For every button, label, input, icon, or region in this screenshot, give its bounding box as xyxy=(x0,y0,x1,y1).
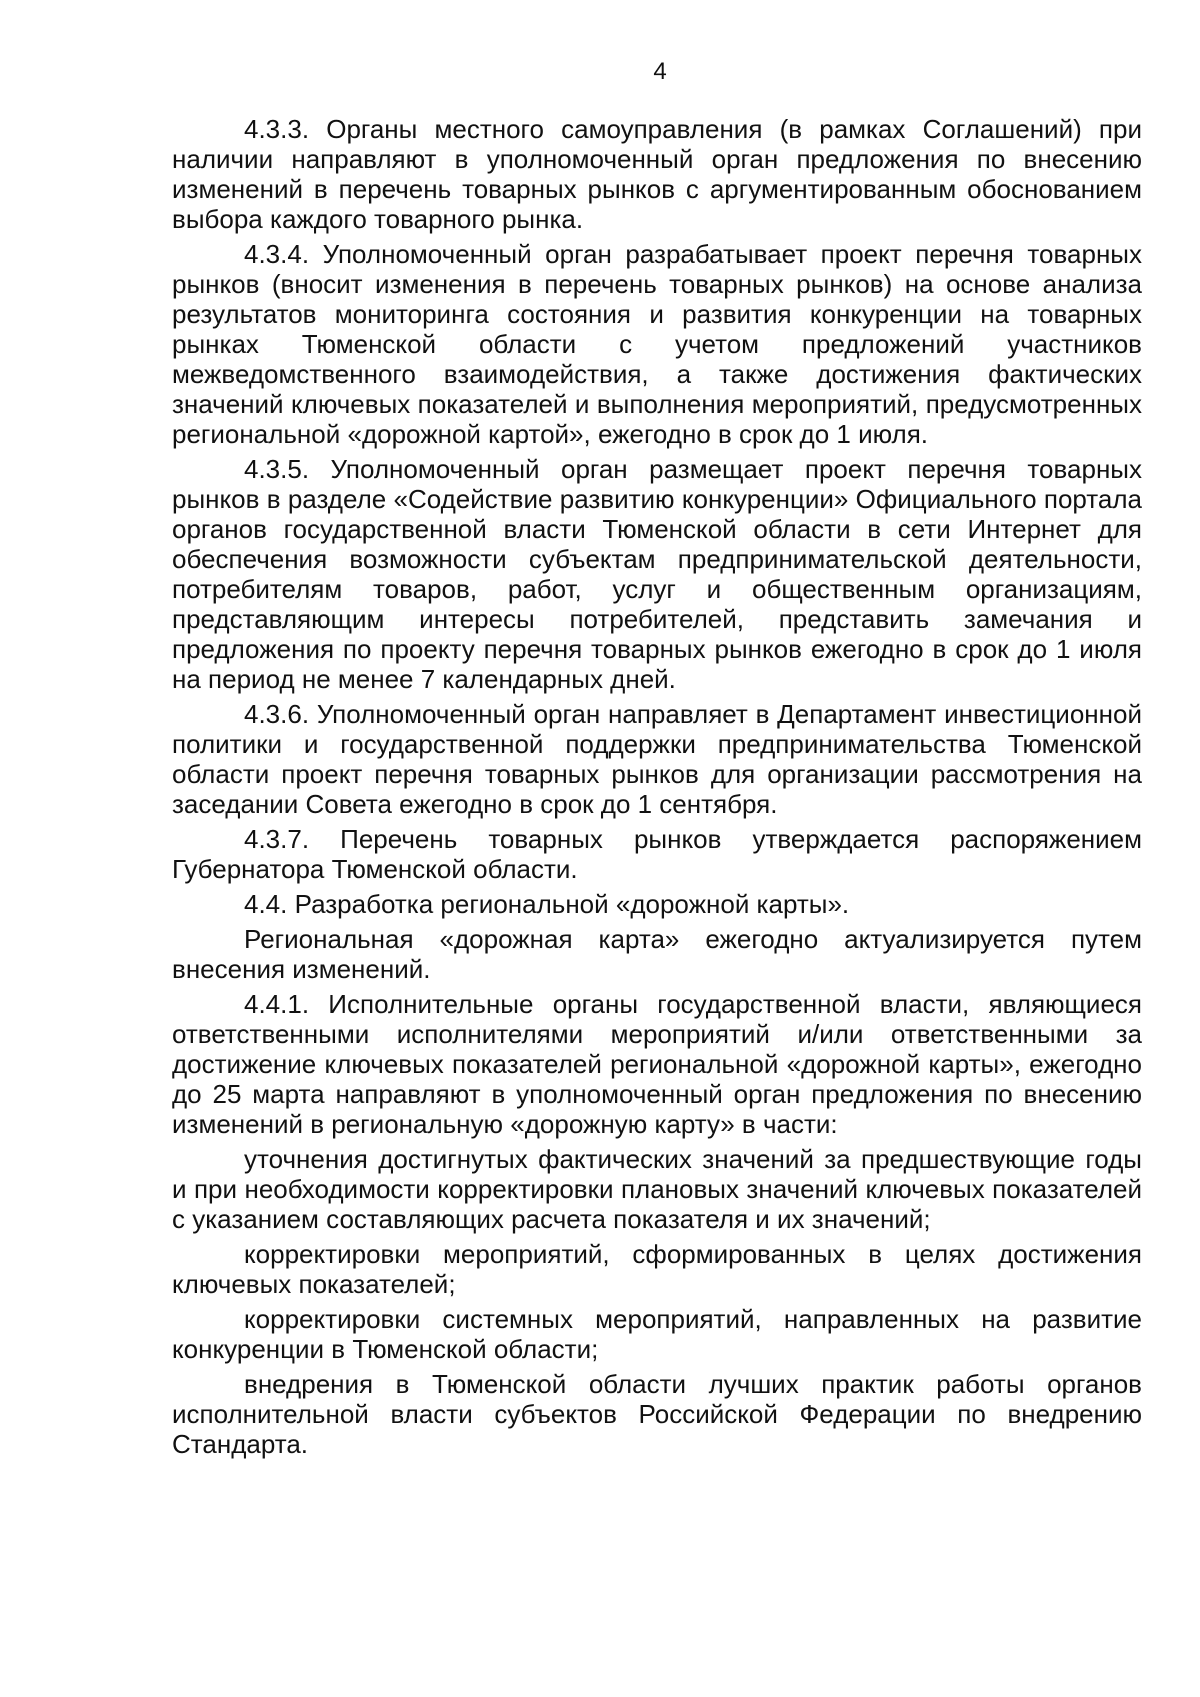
list-item-actual-values: уточнения достигнутых фактических значений за предшествующие годы и при необходимости корректировки плановых значений ключевых показателей с указанием составляющих расчета показателя и их значений; xyxy=(172,1144,1142,1234)
list-item-systemic-measures: корректировки системных мероприятий, направленных на развитие конкуренции в Тюменской области; xyxy=(172,1304,1142,1364)
paragraph-4-3-7: 4.3.7. Перечень товарных рынков утверждается распоряжением Губернатора Тюменской области. xyxy=(172,824,1142,884)
list-item-measures-correction: корректировки мероприятий, сформированных в целях достижения ключевых показателей; xyxy=(172,1239,1142,1299)
paragraph-roadmap-update: Региональная «дорожная карта» ежегодно актуализируется путем внесения изменений. xyxy=(172,924,1142,984)
paragraph-4-4-1: 4.4.1. Исполнительные органы государственной власти, являющиеся ответственными исполнителями мероприятий и/или ответственными за достижение ключевых показателей региональной «дорожной карты», ежегодно до 25 марта направляют в уполномоченный орган предложения по внесению изменений в региональную «дорожную карту» в части: xyxy=(172,989,1142,1139)
paragraph-4-3-3: 4.3.3. Органы местного самоуправления (в рамках Соглашений) при наличии направляют в уполномоченный орган предложения по внесению изменений в перечень товарных рынков с аргументированным обоснованием выбора каждого товарного рынка. xyxy=(172,114,1142,234)
document-body xyxy=(172,114,1142,1464)
paragraph-4-4-heading: 4.4. Разработка региональной «дорожной карты». xyxy=(244,889,850,919)
list-item-best-practices: внедрения в Тюменской области лучших практик работы органов исполнительной власти субъектов Российской Федерации по внедрению Стандарта. xyxy=(172,1369,1142,1459)
page-number: 4 xyxy=(653,58,667,85)
paragraph-4-3-5: 4.3.5. Уполномоченный орган размещает проект перечня товарных рынков в разделе «Содействие развитию конкуренции» Официального портала органов государственной власти Тюменской области в сети Интернет для обеспечения возможности субъектам предпринимательской деятельности, потребителям товаров, работ, услуг и общественным организациям, представляющим интересы потребителей, представить замечания и предложения по проекту перечня товарных рынков ежегодно в срок до 1 июля на период не менее 7 календарных дней. xyxy=(172,454,1142,694)
paragraph-4-3-4: 4.3.4. Уполномоченный орган разрабатывает проект перечня товарных рынков (вносит изменения в перечень товарных рынков) на основе анализа результатов мониторинга состояния и развития конкуренции на товарных рынках Тюменской области с учетом предложений участников межведомственного взаимодействия, а также достижения фактических значений ключевых показателей и выполнения мероприятий, предусмотренных региональной «дорожной картой», ежегодно в срок до 1 июля. xyxy=(172,239,1142,449)
paragraph-4-3-6: 4.3.6. Уполномоченный орган направляет в Департамент инвестиционной политики и государственной поддержки предпринимательства Тюменской области проект перечня товарных рынков для организации рассмотрения на заседании Совета ежегодно в срок до 1 сентября. xyxy=(172,699,1142,819)
